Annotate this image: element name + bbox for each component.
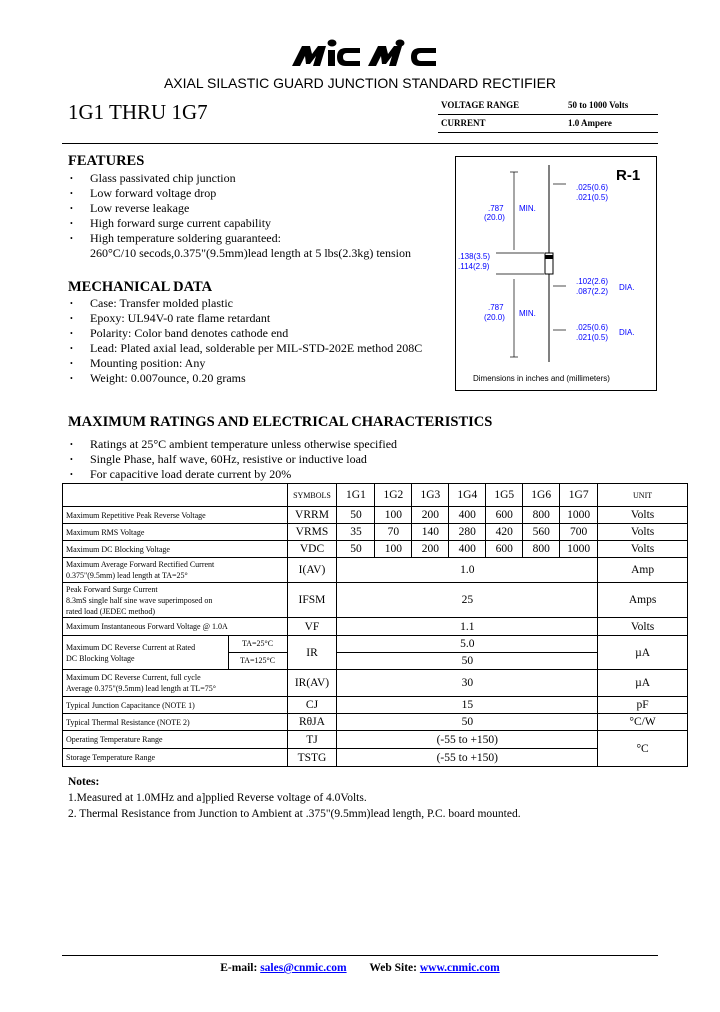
- param: Typical Junction Capacitance (NOTE 1): [63, 697, 288, 714]
- param: Maximum Instantaneous Forward Voltage @ 1.0A: [63, 618, 288, 636]
- unit: µA: [598, 670, 688, 697]
- param: Maximum Average Forward Rectified Current 0.375"(9.5mm) lead length at TA=25°: [63, 558, 288, 583]
- website-label: Web Site:: [369, 962, 417, 974]
- unit: µA: [598, 636, 688, 670]
- current-value: 1.0 Ampere: [568, 118, 612, 128]
- dim-body-length-2: .114(2.9): [458, 262, 490, 271]
- value: 50: [337, 714, 598, 731]
- header-col: 1G4: [449, 484, 486, 507]
- value: 100: [375, 507, 412, 524]
- list-item: • Single Phase, half wave, 60Hz, resistive or inductive load: [68, 452, 397, 467]
- header-unit: UNIT: [598, 484, 688, 507]
- voltage-range-label: VOLTAGE RANGE: [441, 100, 520, 110]
- symbol: IR(AV): [287, 670, 337, 697]
- website-link[interactable]: www.cnmic.com: [419, 962, 500, 974]
- value: 1000: [560, 507, 598, 524]
- table-row: [63, 541, 688, 558]
- table-row: [63, 636, 688, 670]
- symbol: TJ: [287, 731, 337, 749]
- mic-logo: [290, 38, 440, 68]
- features-list: [68, 171, 281, 246]
- unit: Volts: [598, 524, 688, 541]
- ratings-conditions: [68, 437, 397, 482]
- ratings-table: [62, 483, 688, 767]
- param: Maximum RMS Voltage: [63, 524, 288, 541]
- table-row: [63, 524, 688, 541]
- features-heading: FEATURES: [68, 153, 145, 169]
- list-item: • Low reverse leakage: [68, 201, 281, 216]
- document-subtitle: AXIAL SILASTIC GUARD JUNCTION STANDARD RECTIFIER: [163, 75, 557, 91]
- symbol: RθJA: [287, 714, 337, 731]
- dim-min-bottom: MIN.: [519, 309, 536, 318]
- value: 600: [486, 541, 523, 558]
- package-outline-drawing: [455, 156, 657, 391]
- table-header-row: [63, 484, 688, 507]
- dim-lead-length-top: .787: [488, 204, 504, 213]
- param: Peak Forward Surge Current 8.3mS single half sine wave superimposed on rated load (JEDEC method): [63, 583, 288, 618]
- note-2: 2. Thermal Resistance from Junction to Ambient at .375"(9.5mm)lead length, P.C. board mounted.: [68, 808, 521, 820]
- list-item: • Lead: Plated axial lead, solderable per MIL-STD-202E method 208C: [68, 341, 422, 356]
- table-row: [63, 749, 688, 767]
- header-col: 1G7: [560, 484, 598, 507]
- unit: Volts: [598, 507, 688, 524]
- voltage-range-value: 50 to 1000 Volts: [568, 100, 629, 110]
- ratings-heading: MAXIMUM RATINGS AND ELECTRICAL CHARACTERISTICS: [68, 414, 493, 430]
- symbol: IR: [287, 636, 337, 670]
- unit: °C: [598, 731, 688, 767]
- param: Maximum DC Reverse Current at Rated DC Blocking Voltage TA=25°C TA=125°C: [63, 636, 288, 670]
- dim-dia-label-2: DIA.: [619, 328, 635, 337]
- value: 600: [486, 507, 523, 524]
- value: 50: [337, 507, 375, 524]
- value: 700: [560, 524, 598, 541]
- symbol: VRMS: [287, 524, 337, 541]
- param: Maximum Repetitive Peak Reverse Voltage: [63, 507, 288, 524]
- value: 560: [523, 524, 560, 541]
- value: (-55 to +150): [337, 731, 598, 749]
- mechanical-heading: MECHANICAL DATA: [68, 279, 213, 295]
- header-col: 1G5: [486, 484, 523, 507]
- value: 50: [337, 541, 375, 558]
- value: 200: [412, 507, 449, 524]
- dim-lead-length-top-mm: (20.0): [484, 213, 505, 222]
- list-item: • Ratings at 25°C ambient temperature unless otherwise specified: [68, 437, 397, 452]
- symbol: IFSM: [287, 583, 337, 618]
- value: 70: [375, 524, 412, 541]
- value: 1.0: [337, 558, 598, 583]
- email-link[interactable]: sales@cnmic.com: [260, 962, 347, 974]
- dim-lead-dia-top: .025(0.6): [576, 183, 609, 192]
- dimensions-caption: Dimensions in inches and (millimeters): [473, 374, 610, 383]
- value: 100: [375, 541, 412, 558]
- value: 200: [412, 541, 449, 558]
- list-item: • High forward surge current capability: [68, 216, 281, 231]
- table-row: [63, 618, 688, 636]
- dim-min-top: MIN.: [519, 204, 536, 213]
- dim-dia-label-1: DIA.: [619, 283, 635, 292]
- table-row: [63, 731, 688, 749]
- unit: °C/W: [598, 714, 688, 731]
- value: (-55 to +150): [337, 749, 598, 767]
- value: 280: [449, 524, 486, 541]
- symbol: CJ: [287, 697, 337, 714]
- dim-body-dia: .102(2.6): [576, 277, 609, 286]
- list-item: • Mounting position: Any: [68, 356, 422, 371]
- table-row: [63, 714, 688, 731]
- dim-lead-dia-bottom: .025(0.6): [576, 323, 609, 332]
- symbol: VDC: [287, 541, 337, 558]
- header-col: 1G6: [523, 484, 560, 507]
- value: 420: [486, 524, 523, 541]
- list-item: • Glass passivated chip junction: [68, 171, 281, 186]
- table-row: [63, 697, 688, 714]
- unit: Volts: [598, 541, 688, 558]
- header-symbols: SYMBOLS: [287, 484, 337, 507]
- table-row: [63, 507, 688, 524]
- header-col: 1G2: [375, 484, 412, 507]
- spec-divider: [438, 114, 658, 115]
- soldering-spec: 260°C/10 secods,0.375"(9.5mm)lead length at 5 lbs(2.3kg) tension: [90, 246, 411, 260]
- notes: [68, 774, 521, 822]
- footer: [0, 962, 720, 974]
- table-row: [63, 670, 688, 697]
- header-col: 1G3: [412, 484, 449, 507]
- value: 15: [337, 697, 598, 714]
- value: 400: [449, 507, 486, 524]
- dim-lead-dia-bottom-2: .021(0.5): [576, 333, 609, 342]
- symbol: TSTG: [287, 749, 337, 767]
- notes-title: Notes:: [68, 776, 100, 788]
- value: 1000: [560, 541, 598, 558]
- list-item: • Low forward voltage drop: [68, 186, 281, 201]
- value: 30: [337, 670, 598, 697]
- dim-lead-length-bottom: .787: [488, 303, 504, 312]
- value: 400: [449, 541, 486, 558]
- unit: Amp: [598, 558, 688, 583]
- list-item: • Polarity: Color band denotes cathode end: [68, 326, 422, 341]
- value: 1.1: [337, 618, 598, 636]
- table-row: [63, 558, 688, 583]
- symbol: I(AV): [287, 558, 337, 583]
- list-item: • Weight: 0.007ounce, 0.20 grams: [68, 371, 422, 386]
- param: Maximum DC Reverse Current, full cycle Average 0.375"(9.5mm) lead length at TL=75°: [63, 670, 288, 697]
- value: 5.0 50: [337, 636, 598, 670]
- current-label: CURRENT: [441, 118, 486, 128]
- header-col: 1G1: [337, 484, 375, 507]
- dim-body-length: .138(3.5): [458, 252, 491, 261]
- part-number-title: 1G1 THRU 1G7: [68, 100, 208, 124]
- value: 140: [412, 524, 449, 541]
- list-item: • For capacitive load derate current by 20%: [68, 467, 397, 482]
- value: 25: [337, 583, 598, 618]
- symbol: VRRM: [287, 507, 337, 524]
- dim-body-dia-2: .087(2.2): [576, 287, 609, 296]
- spec-divider: [438, 132, 658, 133]
- note-1: 1.Measured at 1.0MHz and a]pplied Reverse voltage of 4.0Volts.: [68, 792, 367, 804]
- dim-lead-dia-top-2: .021(0.5): [576, 193, 609, 202]
- value: 35: [337, 524, 375, 541]
- list-item: • High temperature soldering guaranteed:: [68, 231, 281, 246]
- unit: Amps: [598, 583, 688, 618]
- list-item: • Epoxy: UL94V-0 rate flame retardant: [68, 311, 422, 326]
- param: Storage Temperature Range: [63, 749, 288, 767]
- value: 800: [523, 541, 560, 558]
- email-label: E-mail:: [220, 962, 258, 974]
- unit: pF: [598, 697, 688, 714]
- param: Typical Thermal Resistance (NOTE 2): [63, 714, 288, 731]
- package-name: R-1: [616, 167, 641, 184]
- list-item: • Case: Transfer molded plastic: [68, 296, 422, 311]
- param: Maximum DC Blocking Voltage: [63, 541, 288, 558]
- value: 800: [523, 507, 560, 524]
- table-row: [63, 583, 688, 618]
- header-rule: [62, 143, 658, 144]
- mechanical-list: [68, 296, 422, 386]
- param: Operating Temperature Range: [63, 731, 288, 749]
- dim-lead-length-bottom-mm: (20.0): [484, 313, 505, 322]
- symbol: VF: [287, 618, 337, 636]
- unit: Volts: [598, 618, 688, 636]
- footer-rule: [62, 955, 658, 956]
